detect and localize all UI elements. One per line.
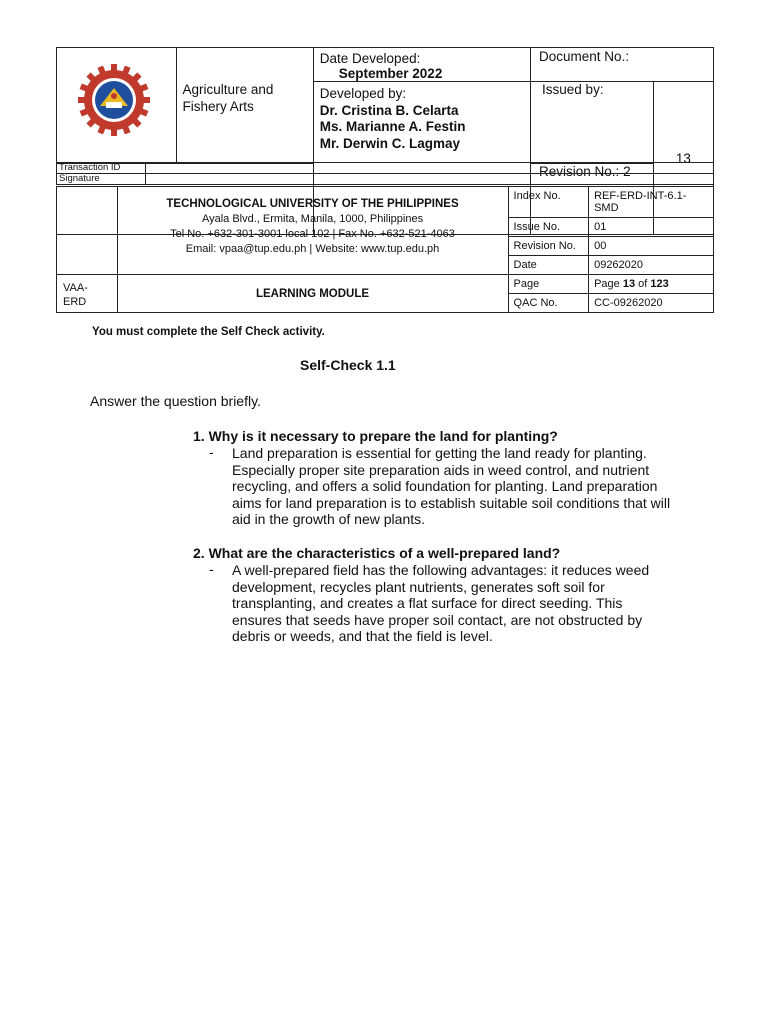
answer-2 <box>232 562 649 645</box>
university-name: TECHNOLOGICAL UNIVERSITY OF THE PHILIPPINES <box>166 198 459 210</box>
vaa-line-1: VAA- <box>63 282 88 294</box>
university-table <box>56 186 714 313</box>
answer-2-line-5: debris or weeds, and that the field is level. <box>232 628 493 645</box>
transaction-table <box>56 162 714 185</box>
answer-2-line-3: transplanting, and creates a flat surface for direct seeding. This <box>232 595 623 612</box>
department-line-2: Fishery Arts <box>182 99 254 114</box>
page-current: 13 <box>622 278 636 290</box>
answer-1-line-1: Land preparation is essential for getting the land ready for planting. <box>232 445 647 461</box>
developed-by-label: Developed by: <box>319 86 407 101</box>
signature-label: Signature <box>57 174 146 185</box>
signature-value <box>146 174 714 185</box>
vaa-cell <box>57 275 118 313</box>
answer-1 <box>232 445 670 528</box>
question-1: 1. Why is it necessary to prepare the land for planting? <box>193 428 558 444</box>
page-value-cell <box>589 275 714 294</box>
self-check-title: Self-Check 1.1 <box>300 357 396 373</box>
answer-2-line-4: ensures that seeds have proper soil contact, are not obstructed by <box>232 611 643 628</box>
university-info-cell <box>117 187 508 275</box>
blank-left-cell <box>57 187 118 275</box>
page-label: Page <box>508 275 589 294</box>
issue-value: 01 <box>589 218 714 237</box>
revision-no-label: Revision No. <box>508 237 589 256</box>
question-2: 2. What are the characteristics of a well-prepared land? <box>193 545 561 561</box>
transaction-id-value <box>146 163 714 174</box>
issue-label: Issue No. <box>508 218 589 237</box>
answer-1-line-4: aims for land preparation is to establish suitable soil conditions that will <box>232 494 671 511</box>
logo-cell <box>57 48 177 164</box>
date-label: Date <box>508 256 589 275</box>
answer-1-dash: - <box>209 444 214 460</box>
answer-1-line-2: Especially proper site preparation aids in weed control, and nutrient <box>232 461 650 478</box>
answer-2-line-1: A well-prepared field has the following advantages: it reduces weed <box>232 562 650 578</box>
vaa-line-2: ERD <box>63 296 87 308</box>
qac-value: CC-09262020 <box>589 294 714 313</box>
issued-by-cell <box>531 82 654 164</box>
date-developed-cell <box>313 48 530 82</box>
developer-1: Dr. Cristina B. Celarta <box>319 102 459 118</box>
module-cell <box>117 275 508 313</box>
module-title: LEARNING MODULE <box>255 287 370 300</box>
university-phone: Tel No. +632-301-3001 local 102 | Fax No. +632-521-4063 <box>170 228 455 240</box>
department-line-1: Agriculture and <box>182 82 274 97</box>
prompt-text: Answer the question briefly. <box>90 393 261 409</box>
qac-label: QAC No. <box>508 294 589 313</box>
transaction-id-label: Transaction ID <box>57 163 146 174</box>
issued-by-label: Issued by: <box>542 82 604 97</box>
university-email: Email: vpaa@tup.edu.ph | Website: www.tup.edu.ph <box>185 243 440 255</box>
date-developed-value: September 2022 <box>338 66 443 81</box>
instruction-text: You must complete the Self Check activity. <box>92 326 325 338</box>
answer-2-line-2: development, recycles plant nutrients, generates soft soil for <box>232 578 605 595</box>
university-seal-icon <box>76 62 152 138</box>
answer-2-dash: - <box>209 561 214 577</box>
answer-1-line-5: aid in the growth of new plants. <box>232 511 426 528</box>
index-value: REF-ERD-INT-6.1-SMD <box>589 187 714 218</box>
index-label: Index No. <box>508 187 589 218</box>
page-number: 13 <box>675 150 691 166</box>
revision-label: Revision No.: 2 <box>539 164 631 179</box>
university-address: Ayala Blvd., Ermita, Manila, 1000, Philippines <box>201 213 424 225</box>
page-total: 123 <box>650 278 669 290</box>
page-prefix: Page <box>594 278 623 290</box>
document-no-label: Document No.: <box>539 49 630 64</box>
document-no-cell <box>531 48 714 82</box>
developer-3: Mr. Derwin C. Lagmay <box>319 135 461 151</box>
developer-2: Ms. Marianne A. Festin <box>319 119 466 134</box>
date-value: 09262020 <box>589 256 714 275</box>
revision-no-value: 00 <box>589 237 714 256</box>
department-cell <box>176 48 313 164</box>
date-developed-label: Date Developed: <box>319 51 421 66</box>
answer-1-line-3: recycling, and offers a solid foundation for planting. Land preparation <box>232 478 658 495</box>
page-of: of <box>635 278 651 290</box>
